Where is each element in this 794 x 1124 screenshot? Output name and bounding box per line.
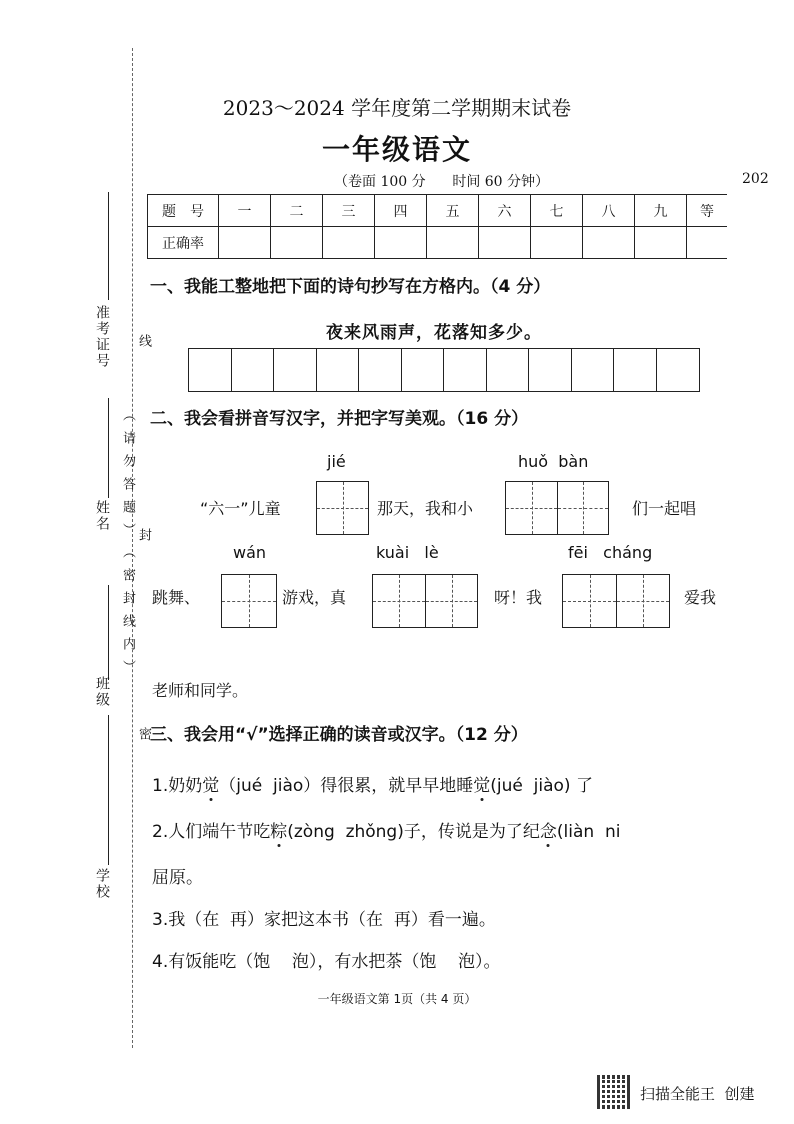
copy-box[interactable] — [657, 349, 700, 391]
score-cell[interactable] — [583, 227, 635, 259]
tianzige-feichang — [562, 574, 670, 628]
pinyin-huoban: huǒ bàn — [518, 452, 589, 471]
score-cell[interactable] — [271, 227, 323, 259]
copy-box[interactable] — [529, 349, 572, 391]
exam-info: （卷面 100 分 时间 60 分钟） — [334, 174, 550, 190]
binding-notice: （请勿答题） — [120, 408, 135, 546]
write-cell[interactable] — [222, 575, 276, 627]
score-header-cell: 三 — [323, 195, 375, 227]
question-item-4: 4.有饭能吃（饱 泡），有水把茶（饱 泡）。 — [152, 952, 501, 972]
pinyin-feichang: fēi cháng — [568, 543, 653, 562]
mark-line: 线 — [136, 334, 151, 349]
score-header-cell: 题 号 — [148, 195, 219, 227]
copy-box[interactable] — [572, 349, 615, 391]
score-header-cell: 一 — [219, 195, 271, 227]
subject-title: 一年级语文 — [321, 133, 472, 166]
poem-line: 夜来风雨声，花落知多少。 — [326, 323, 542, 343]
copy-box[interactable] — [232, 349, 275, 391]
class-line — [108, 585, 109, 680]
write-cell[interactable] — [616, 575, 669, 627]
copy-box[interactable] — [614, 349, 657, 391]
section2-heading: 二、我会看拼音写汉字，并把字写美观。（16 分） — [150, 409, 529, 429]
score-cell[interactable] — [531, 227, 583, 259]
sentence-part: “六一”儿童 — [200, 499, 281, 518]
score-cell[interactable] — [479, 227, 531, 259]
tianzige-jie — [316, 481, 369, 535]
exam-number-line — [108, 192, 109, 300]
score-header-row — [148, 195, 728, 227]
question-item-2: 2.人们端午节吃粽(zòng zhǒng)子，传说是为了纪念(liàn ni — [152, 822, 621, 842]
school-line — [108, 715, 109, 865]
sentence-part: 呀！我 — [494, 588, 543, 607]
copy-grid — [188, 348, 700, 392]
sentence-part: 们一起唱 — [632, 499, 697, 518]
score-header-cell: 八 — [583, 195, 635, 227]
sentence-part: 老师和同学。 — [152, 681, 249, 700]
binding-notice-sealed: （密封线内） — [120, 545, 135, 683]
tianzige-huoban — [505, 481, 609, 535]
name-label: 姓名 — [94, 500, 110, 532]
tianzige-kuaile — [372, 574, 478, 628]
copy-box[interactable] — [359, 349, 402, 391]
question-item-3: 3.我（在 再）家把这本书（在 再）看一遍。 — [152, 910, 496, 930]
scanner-watermark: 扫描全能王 创建 — [640, 1085, 755, 1103]
write-cell[interactable] — [557, 482, 608, 534]
write-cell[interactable] — [373, 575, 425, 627]
mark-seal: 封 — [136, 528, 151, 543]
school-label: 学校 — [94, 868, 110, 900]
copy-box[interactable] — [402, 349, 445, 391]
score-header-cell: 七 — [531, 195, 583, 227]
page-footer: 一年级语文第 1页（共 4 页） — [317, 992, 477, 1006]
score-cell[interactable] — [427, 227, 479, 259]
mark-secret: 密 — [136, 727, 151, 742]
pinyin-jie: jié — [327, 452, 346, 471]
score-row-label: 正确率 — [148, 227, 219, 259]
score-header-cell: 六 — [479, 195, 531, 227]
name-line — [108, 398, 109, 498]
score-value-row — [148, 227, 728, 259]
tianzige-wan — [221, 574, 277, 628]
write-cell[interactable] — [317, 482, 368, 534]
score-header-cell: 等 — [687, 195, 728, 227]
score-header-cell: 五 — [427, 195, 479, 227]
copy-box[interactable] — [274, 349, 317, 391]
copy-box[interactable] — [317, 349, 360, 391]
score-header-cell: 九 — [635, 195, 687, 227]
score-table — [147, 194, 727, 259]
copy-box[interactable] — [189, 349, 232, 391]
section1-heading: 一、我能工整地把下面的诗句抄写在方格内。（4 分） — [150, 277, 551, 297]
sentence-part: 那天，我和小 — [377, 499, 474, 518]
pinyin-wan: wán — [233, 543, 267, 562]
corner-date: 202 — [742, 171, 769, 187]
exam-title: 2023～2024 学年度第二学期期末试卷 — [222, 96, 572, 120]
exam-number-label: 准考证号 — [94, 305, 110, 369]
score-cell[interactable] — [323, 227, 375, 259]
write-cell[interactable] — [563, 575, 616, 627]
sentence-part: 爱我 — [684, 588, 717, 607]
score-header-cell: 四 — [375, 195, 427, 227]
score-cell[interactable] — [635, 227, 687, 259]
sentence-part: 游戏，真 — [282, 588, 347, 607]
write-cell[interactable] — [506, 482, 557, 534]
class-label: 班级 — [94, 676, 110, 708]
score-cell[interactable] — [375, 227, 427, 259]
qr-code-icon — [597, 1075, 631, 1109]
pinyin-kuaile: kuài lè — [376, 543, 439, 562]
write-cell[interactable] — [425, 575, 477, 627]
sentence-part: 跳舞、 — [152, 588, 201, 607]
question-item-1: 1.奶奶觉（jué jiào）得很累，就早早地睡觉(jué jiào) 了 — [152, 776, 593, 796]
copy-box[interactable] — [444, 349, 487, 391]
question-item-2-cont: 屈原。 — [152, 868, 203, 888]
score-cell[interactable] — [687, 227, 728, 259]
copy-box[interactable] — [487, 349, 530, 391]
score-cell[interactable] — [219, 227, 271, 259]
section3-heading: 三、我会用“√”选择正确的读音或汉字。（12 分） — [150, 725, 528, 745]
score-header-cell: 二 — [271, 195, 323, 227]
